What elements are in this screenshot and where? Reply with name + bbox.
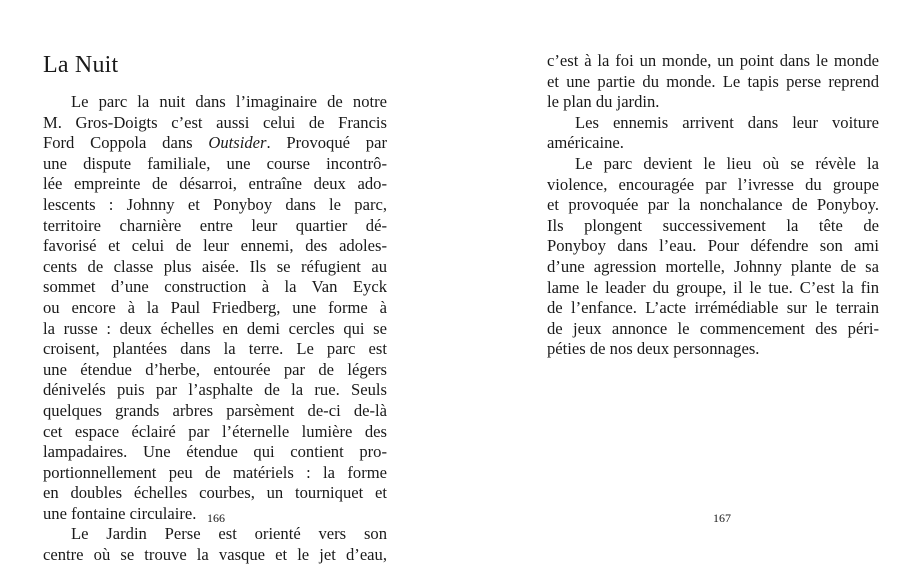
text-line: d’une agression mortelle, Johnny plante de sa bbox=[547, 256, 879, 276]
text-line: péties de nos deux personnages. bbox=[547, 339, 760, 359]
text-line: Le parc la nuit dans l’imaginaire de notre bbox=[71, 92, 387, 111]
text-line: Le parc devient le lieu où se révèle la bbox=[575, 153, 879, 173]
page-number-right: 167 bbox=[713, 511, 731, 525]
right-page-body bbox=[547, 51, 879, 360]
text-line: en doubles échelles courbes, un tourniquet et bbox=[43, 483, 387, 503]
text-line: de l’enfance. L’acte irrémédiable sur le terrain bbox=[547, 298, 879, 318]
text-line: de jeux annonce le commencement des péri- bbox=[547, 318, 879, 338]
left-page bbox=[43, 0, 387, 565]
text-line: ou encore à la Paul Friedberg, une forme à bbox=[43, 297, 387, 317]
text-line: violence, encouragée par l’ivresse du groupe bbox=[547, 174, 879, 194]
text-line: cet espace éclairé par l’éternelle lumière des bbox=[43, 421, 387, 441]
text-line: Les ennemis arrivent dans leur voiture bbox=[575, 112, 879, 132]
text-line: cents de classe plus aisée. Ils se réfugient au bbox=[43, 256, 387, 276]
text-line: Ponyboy dans l’eau. Pour défendre son ami bbox=[547, 236, 879, 256]
right-page bbox=[547, 0, 879, 557]
text-line: une fontaine circulaire. bbox=[43, 503, 197, 523]
chapter-title: La Nuit bbox=[43, 52, 119, 78]
text-line: sommet d’une construction à la Van Eyck bbox=[43, 277, 387, 297]
text-line: centre où se trouve la vasque et le jet d’eau, bbox=[43, 545, 387, 565]
film-title: Outsider bbox=[208, 133, 267, 153]
text-line: dénivelés puis par l’asphalte de la rue. Seuls bbox=[43, 380, 387, 400]
text-line: M. Gros-Doigts c’est aussi celui de Francis bbox=[43, 112, 387, 132]
text-line: la russe : deux échelles en demi cercles qui se bbox=[43, 318, 387, 338]
text-line: lame le leader du groupe, il le tue. C’est la fin bbox=[547, 277, 879, 297]
text-line: c’est à la foi un monde, un point dans le monde bbox=[547, 51, 879, 70]
text-line: lescents : Johnny et Ponyboy dans le parc, bbox=[43, 194, 387, 214]
text-line: une dispute familiale, une course incontrô- bbox=[43, 153, 387, 173]
text-line: croisent, plantées dans la terre. Le parc est bbox=[43, 339, 387, 359]
text-line: portionnellement peu de matériels : la forme bbox=[43, 462, 387, 482]
text-line: territoire charnière entre leur quartier dé- bbox=[43, 215, 387, 235]
page-number-left: 166 bbox=[207, 511, 225, 525]
text-line: quelques grands arbres parsèment de-ci de-là bbox=[43, 400, 387, 420]
text-line: américaine. bbox=[547, 133, 624, 153]
text-line: une étendue d’herbe, entourée par de légers bbox=[43, 359, 387, 379]
text-line: et provoquée par la nonchalance de Ponyboy. bbox=[547, 195, 879, 215]
text-fragment: . Provoqué par bbox=[266, 133, 387, 153]
text-line bbox=[43, 133, 387, 154]
text-line: lampadaires. Une étendue qui contient pro- bbox=[43, 442, 387, 462]
text-line: et une partie du monde. Le tapis perse reprend bbox=[547, 71, 879, 91]
text-line: le plan du jardin. bbox=[547, 92, 660, 112]
left-page-body bbox=[43, 92, 387, 566]
text-fragment: Ford Coppola dans bbox=[43, 133, 209, 153]
text-line: lée empreinte de désarroi, entraîne deux ado- bbox=[43, 174, 387, 194]
text-line: favorisé et celui de leur ennemi, des adoles- bbox=[43, 236, 387, 256]
text-line: Le Jardin Perse est orienté vers son bbox=[71, 524, 387, 544]
text-line: Ils plongent successivement la tête de bbox=[547, 215, 879, 235]
